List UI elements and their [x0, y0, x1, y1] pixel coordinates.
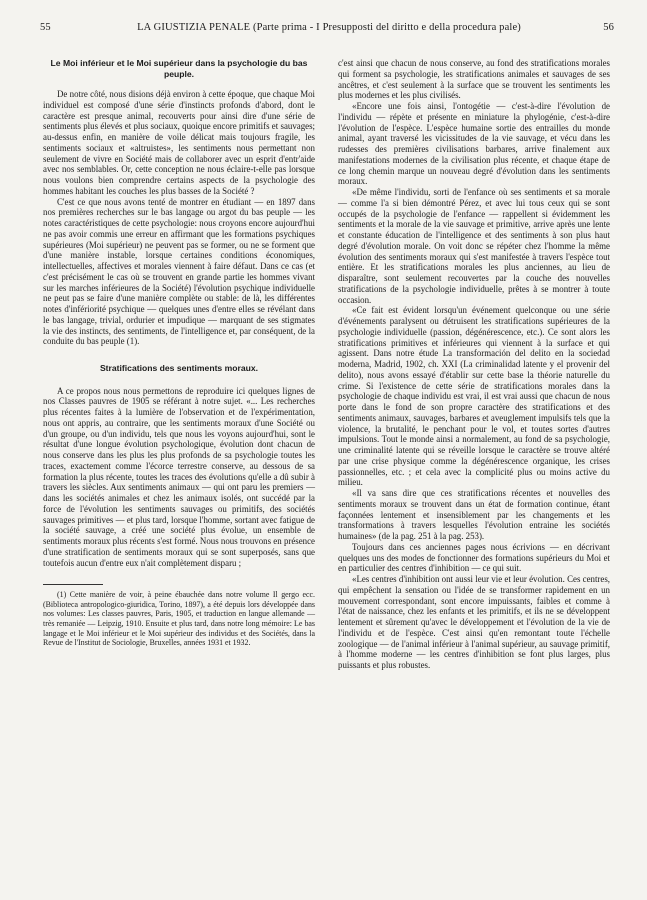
paragraph: c'est ainsi que chacun de nous conserve, au fond des stratifications morales qui forment sa psychologie, les stratifications animales et sauvages de ses ancêtres, et c'est seulement à la surface que se trouvent les sentiments les plus modernes et les plus civilisés. [338, 58, 610, 101]
paragraph: De notre côté, nous disions déjà environ à cette époque, que chaque Moi individuel est composé d'une série d'instincts profonds d'abord, dont le caractère est presque animal, recouverts pour ainsi dire d'une série de sentiments plus élevés et plus sociaux, quoique encore primitifs et sauvages; au-dessus enfin, en manière de voile délicat mais toujours fragile, les sentiments sociaux et «altruistes», les sentiments nous permettant non seulement de vivre en Société mais de collaborer avec un esprit d'entr'aide avec nos semblables. Or, cette conception ne nous éclaire-t-elle pas lorsque nous voulons bien comprendre certains aspects de la psychologie des hommes habitant les couches les plus basses de la Société ? [43, 89, 315, 196]
running-header [40, 22, 614, 38]
section-title-moi: Le Moi inférieur et le Moi supérieur dans la psychologie du bas peuple. [50, 58, 308, 79]
footnote-divider [43, 584, 103, 585]
paragraph: «Les centres d'inhibition ont aussi leur vie et leur évolution. Ces centres, qui empêchent la sensation ou l'idée de se transformer rapidement en un mouvement correspondant, sont encore impuissants, faibles et comme à l'état de naissance, chez les enfants et les primitifs, et ils ne se développent lentement et sûrement qu'avec le développement et l'évolution de la vie de l'individu et de l'espèce. C'est ainsi qu'en remontant toute l'échelle zoologique — de l'animal inférieur à l'animal supérieur, au sauvage primitif, à l'homme moderne — les centres d'inhibition se font plus larges, plus puissants et plus robustes. [338, 574, 610, 670]
paragraph: «Encore une fois ainsi, l'ontogétie — c'est-à-dire l'évolution de l'individu — répète et présente en miniature la phylogénie, c'est-à-dire l'évolution de l'espèce. L'espèce humaine sortie des entrailles du monde animal, ayant traversé les vicissitudes de la vie sauvage, et vécu dans les rudesses des premières civilisations barbares, arrive finalement aux manifestations modernes de la civilisation plus récente, et chaque étape de ce long chemin marque un nouveau degré d'évolution dans les sentiments moraux. [338, 101, 610, 187]
paragraph: C'est ce que nous avons tenté de montrer en étudiant — en 1897 dans nos premières recherches sur le bas langage ou argot du bas peuple — les notes caractéristiques de cette psychologie: nous croyons encore aujourd'hui ne pas avoir commis une erreur en affirmant que les formations psychiques supérieures (Moi supérieur) ne peuvent pas se former, ou ne se forment que d'une manière instable, lorsque certaines conditions économiques, intellectuelles, affectives et morales viennent à faire défaut. Dans ce cas (et c'est précisément le cas où se trouvent en grande partie les hommes vivant sur les marches inférieures de la Société) l'évolution psychique individuelle ne peut pas se faire d'une manière complète ou stable: de là, les différentes notes d'infériorité psychique — quelques unes d'entre elles se révélant dans le bas langage, trivial, ordurier et impudique — marquant de ses stigmates la vie des instincts, des sentiments, de l'intelligence et, par conséquent, de la conduite du bas peuple (1). [43, 196, 315, 347]
right-column [338, 58, 610, 671]
page-number-left: 55 [40, 22, 51, 33]
running-title-main: LA GIUSTIZIA PENALE (Parte prima - I Presupposti del diritto e della procedura p [137, 22, 505, 33]
paragraph: «De même l'individu, sorti de l'enfance où ses sentiments et sa morale — comme l'a si bien démontré Pérez, et avec lui tous ceux qui se sont occupés de la psychologie de l'enfance — rappellent si évidemment les sentiments et la morale de la vie sauvage et primitive, arrive après une lente et constante éducation de l'intelligence et des sentiments à son plus haut degré d'évolution morale. On voit donc se répéter chez l'homme la même évolution des sentiments moraux qui s'est manifestée à travers l'espèce tout entière. Et les stratifications morales les plus anciennes, au lieu de disparaître, sont seulement recouvertes par la couche des nouvelles stratifications de la psychologie individuelle, prêtes à se montrer à toute occasion. [338, 187, 610, 305]
paragraph: «Il va sans dire que ces stratifications récentes et nouvelles des sentiments moraux se trouvent dans un état de formation continue, étant façonnées lentement et insensiblement par les changements et les transformations à travers lesquelles l'évolution entraine les sociétés humaines» (de la pag. 251 à la pag. 253). [338, 488, 610, 541]
page-number-right: 56 [603, 22, 614, 33]
left-column [43, 58, 315, 648]
paragraph: «Ce fait est évident lorsqu'un événement quelconque ou une série d'événements paralysent ou détruisent les stratifications supérieures de la psychologie individuelle (passion, dégénérescence, etc.). Ce sont alors les stratifications primitives et inférieures qui viennent à la surface et qui agissent. Dans notre étude La transformación del delito en la sociedad moderna, Madrid, 1902, ch. XXI (La criminalidad latente y el provenir del delito), nous avons essayé d'établir sur cette base la théorie naturelle du crime. Si l'existence de cette série de stratifications morales dans la psychologie de chaque individu est vrai, il est vrai aussi que chacun de nous porte dans le fond de son propre caractère des stratifications et des sentiments animaux, sauvages, barbares et aveuglement impulsifs tels que la violence, la brutalité, le penchant pour le vol, et toutes sortes d'autres impulsions. Tout le monde ainsi a normalement, au fond de sa psychologie, une criminalité latente qui se réveille lorsque le caractère se trouve altéré par une crise physique comme la dégénérescence organique, les crises passionnelles, etc. ; et cela avec la complicité plus ou moins active du milieu. [338, 305, 610, 488]
paragraph: Toujours dans ces anciennes pages nous écrivions — en décrivant quelques uns des modes de fonctionner des formations supérieurs du Moi et en particulier des centres d'inhibition — ce qui suit. [338, 541, 610, 574]
running-title-end: ale) [504, 22, 521, 33]
running-title [66, 22, 592, 33]
section-title-stratifications: Stratifications des sentiments moraux. [99, 363, 259, 373]
paragraph: A ce propos nous nous permettons de reproduire ici quelques lignes de nos Classes pauvres de 1905 se référant à notre sujet. «... Les recherches plus récentes faites à la lumière de l'observation et de l'expérimentation, nous ont appris, au contraire, que les sentiments moraux d'une Société ou d'un groupe, ou d'un individu, tels que nous les voyons aujourd'hui, sont le résultat d'une longue évolution psychologique, évolution dont chacun de nous conserve dans les plus les plus profonds de sa psychologie toutes les traces, exactement comme l'écorce terrestre conserve, au dessous de sa formation la plus récente, toutes les traces des évolutions qu'elle a dû subir à travers les siècles. Aux sentiments animaux — qui ont paru les premiers — dans les sociétés animales et chez les animaux isolés, ont succédé par la force de l'évolution les sentiments sauvages ou primitifs, des sociétés sauvages primitives — et plus tard, lorsque l'homme, sortant avec fatigue de la société sauvage, a créé une société plus évolue, un ensemble de sentiments moraux plus récents s'est formé. Nous nous trouvons en présence d'une stratification de sentiments moraux qui se sont superposés, sans que toutefois aucun d'entre eux n'ait complètement disparu ; [43, 385, 315, 568]
footnote: (1) Cette manière de voir, à peine ébauchée dans notre volume Il gergo ecc. (Biblioteca antropologico-giuridica, Torino, 1897), a été depuis lors développée dans nos volumes: Les classes pauvres, Paris, 1905, et traduction en langue allemande — très remaniée — Leipzig, 1910. Ensuite et plus tard, dans notre long mémoire: Le bas langage et le Moi inférieur et le Moi supérieur des individus et des Sociétés, dans la Revue de l'Institut de Sociologie, Bruxelles, années 1931 et 1932. [43, 590, 315, 648]
